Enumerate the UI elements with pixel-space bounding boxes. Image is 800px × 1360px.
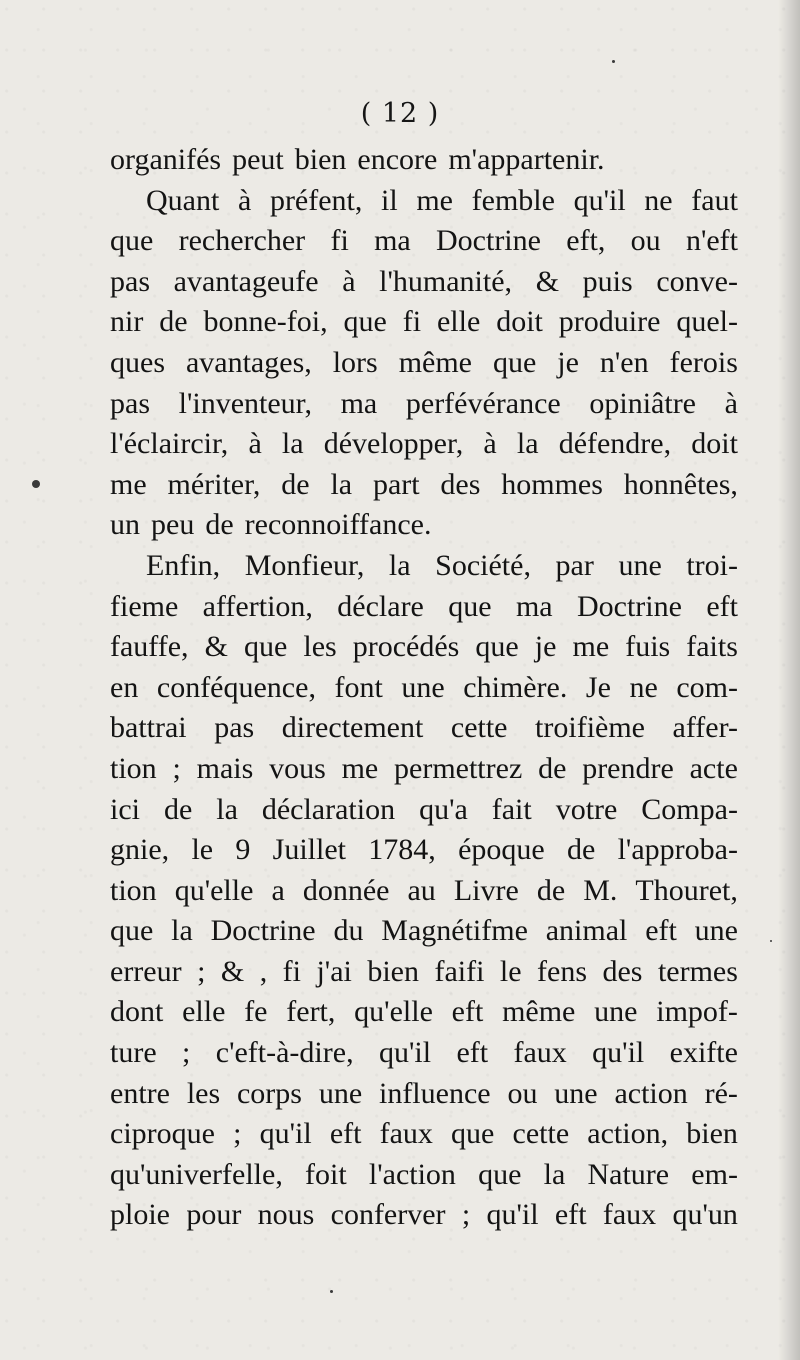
word: directement (281, 711, 424, 745)
word: de (163, 792, 193, 826)
word: conve- (656, 264, 738, 298)
text-line (110, 627, 738, 668)
word: fi (282, 954, 301, 988)
word: cette (450, 711, 508, 745)
word: en (110, 670, 139, 704)
word: que (244, 630, 288, 664)
word: reconnoiffance. (244, 508, 432, 542)
word: qu'univerfelle, (110, 1157, 283, 1191)
word: que (475, 630, 519, 664)
text-line (110, 1195, 738, 1236)
word: encore (357, 143, 438, 176)
word: chimère. (463, 670, 568, 704)
word: me (416, 183, 453, 217)
word: eft (451, 995, 484, 1029)
word: Magnétifme (381, 914, 528, 948)
word: déclaration (261, 792, 396, 826)
word: conféquence, (156, 670, 316, 704)
word: peu (151, 508, 195, 542)
word: les (186, 1076, 221, 1110)
word: & (204, 630, 228, 664)
word: rechercher (178, 224, 306, 258)
word: ferois (669, 345, 738, 379)
word: opiniâtre (589, 386, 697, 420)
word: battrai (110, 711, 187, 745)
word: eft (329, 1117, 362, 1151)
word: à (724, 386, 738, 420)
word: la (171, 914, 193, 948)
word: cette (512, 1117, 570, 1151)
word: qu'un (672, 1198, 738, 1232)
word: elle (182, 995, 226, 1029)
text-line (110, 1155, 738, 1196)
word: a (271, 873, 285, 907)
word: com- (676, 670, 738, 704)
word: ture (110, 1036, 157, 1070)
word: ou (507, 1076, 538, 1110)
word: ploie (110, 1198, 170, 1232)
word: m'appartenir. (448, 143, 605, 176)
word: la (281, 427, 304, 461)
word: Quant (146, 183, 220, 217)
word: nous (257, 1198, 315, 1232)
word: une (401, 670, 445, 704)
word: une (618, 548, 662, 582)
word: l'action (368, 1157, 456, 1191)
text-line (110, 871, 738, 912)
word: organifés (110, 143, 222, 176)
word: termes (657, 954, 738, 988)
word: nir (110, 305, 144, 339)
word: corps (236, 1076, 302, 1110)
word: une (554, 1076, 598, 1110)
body-text (110, 140, 738, 1236)
word: action, (587, 1117, 669, 1151)
text-line (110, 790, 738, 831)
word: eft (706, 589, 738, 623)
word: Nature (587, 1157, 670, 1191)
word: erreur (110, 954, 182, 988)
word: à (342, 264, 356, 298)
word: fieme (110, 589, 179, 623)
word: à (237, 183, 252, 217)
word: qu'il (486, 1198, 539, 1232)
word: faits (686, 630, 738, 664)
word: dont (110, 995, 164, 1029)
word: Enfin, (146, 548, 221, 582)
word: ; (461, 1198, 471, 1232)
word: elle (436, 305, 481, 339)
word: des (602, 954, 643, 988)
word: fuis (625, 630, 671, 664)
word: que (451, 1117, 495, 1151)
word: l'humanité, (379, 264, 513, 298)
word: doit (496, 305, 543, 339)
word: bien (294, 143, 347, 176)
word: les (303, 630, 337, 664)
word: que (448, 589, 492, 623)
word: 9 (235, 833, 251, 867)
word: quel- (676, 305, 738, 339)
word: impof- (656, 995, 738, 1029)
word: Juillet (272, 833, 346, 867)
word: de (536, 873, 566, 907)
word: de (281, 467, 310, 501)
word: du (333, 914, 364, 948)
text-line (110, 505, 738, 546)
word: que (343, 305, 387, 339)
word: permettrez (394, 751, 523, 785)
text-line (110, 830, 738, 871)
word: qu'il (573, 183, 626, 217)
word: entre (110, 1076, 170, 1110)
word: ne (644, 183, 673, 217)
word: faut (691, 183, 738, 217)
word: fauffe, (110, 630, 189, 664)
text-line (110, 749, 738, 790)
text-line (110, 221, 738, 262)
word: l'approba- (617, 833, 738, 867)
word: & (220, 954, 245, 988)
word: la (516, 427, 539, 461)
word: Livre (453, 873, 519, 907)
word: conferver (330, 1198, 446, 1232)
word: ou (630, 224, 661, 258)
word: c'eft-à-dire, (215, 1036, 354, 1070)
text-line (110, 992, 738, 1033)
text-line (110, 587, 738, 628)
word: fait (491, 792, 532, 826)
word: mériter, (167, 467, 261, 501)
word: eft (456, 1036, 489, 1070)
word: qu'il (259, 1117, 312, 1151)
word: par (555, 548, 594, 582)
word: il (381, 183, 398, 217)
text-line (110, 1033, 738, 1074)
text-line (110, 140, 738, 181)
word: fi (330, 224, 349, 258)
text-line (110, 465, 738, 506)
text-line (110, 424, 738, 465)
word: me (110, 467, 147, 501)
word: que (492, 345, 537, 379)
word: Monfieur, (244, 548, 365, 582)
word: procédés (352, 630, 460, 664)
word: donnée (302, 873, 390, 907)
word: déclare (337, 589, 424, 623)
word: Doctrine (436, 224, 541, 258)
word: , (259, 954, 268, 988)
text-line (110, 181, 738, 222)
text-line (110, 668, 738, 709)
word: peut (232, 143, 284, 176)
word: que (110, 914, 154, 948)
ink-speck (32, 480, 40, 488)
word: bien (367, 954, 419, 988)
word: part (372, 467, 420, 501)
word: j'ai (316, 954, 352, 988)
word: vous (269, 751, 326, 785)
word: n'eft (685, 224, 738, 258)
word: Doctrine (210, 914, 316, 948)
word: qu'il (378, 1036, 432, 1070)
text-line (110, 343, 738, 384)
word: époque (458, 833, 545, 867)
word: de (538, 751, 567, 785)
word: je (557, 345, 579, 379)
word: foit (305, 1157, 347, 1191)
word: l'inventeur, (178, 386, 312, 420)
word: me (341, 751, 379, 785)
word: un (110, 508, 140, 542)
text-line (110, 952, 738, 993)
word: ma (515, 589, 553, 623)
word: 1784, (368, 833, 436, 867)
word: faifi (434, 954, 485, 988)
word: gnie, (110, 833, 170, 867)
word: em- (691, 1157, 738, 1191)
word: Doctrine (576, 589, 682, 623)
word: pas (110, 386, 150, 420)
word: ma (374, 224, 411, 258)
word: ici (110, 792, 140, 826)
word: l'éclaircir, (110, 427, 229, 461)
page-number: ( 12 ) (360, 98, 440, 129)
word: affer- (672, 711, 738, 745)
text-line (110, 1074, 738, 1115)
word: honnêtes, (623, 467, 738, 501)
word: me (572, 630, 610, 664)
ink-speck (612, 60, 615, 63)
word: Thouret, (635, 873, 738, 907)
word: prendre (582, 751, 674, 785)
word: mais (196, 751, 254, 785)
word: ciproque (110, 1117, 215, 1151)
word: pas (110, 264, 150, 298)
word: troifième (535, 711, 645, 745)
text-line (110, 708, 738, 749)
word: je (534, 630, 557, 664)
word: puis (582, 264, 633, 298)
word: fi (402, 305, 422, 339)
text-line (110, 384, 738, 425)
word: Société, (435, 548, 531, 582)
word: même (502, 995, 576, 1029)
word: la (543, 1157, 566, 1191)
word: une (594, 995, 638, 1029)
word: ; (233, 1117, 242, 1151)
ink-speck (770, 940, 772, 942)
word: hommes (501, 467, 603, 501)
word: fe (244, 995, 268, 1029)
word: acte (689, 751, 738, 785)
word: votre (555, 792, 618, 826)
word: faux (602, 1198, 657, 1232)
word: fert, (286, 995, 336, 1029)
word: à (248, 427, 262, 461)
word: lors (332, 345, 378, 379)
word: ; (197, 954, 206, 988)
word: bonne-foi, (203, 305, 328, 339)
word: de (566, 833, 596, 867)
word: action (614, 1076, 688, 1110)
word: des (440, 467, 481, 501)
word: développer, (323, 427, 464, 461)
word: une (694, 914, 738, 948)
word: ; (172, 751, 181, 785)
word: avantages, (185, 345, 312, 379)
word: n'en (599, 345, 649, 379)
word: la (330, 467, 353, 501)
word: M. (583, 873, 618, 907)
word: qu'a (419, 792, 468, 826)
word: une (318, 1076, 363, 1110)
word: & (535, 264, 560, 298)
word: font (334, 670, 383, 704)
word: au (407, 873, 436, 907)
word: ques (110, 345, 165, 379)
word: la (388, 548, 411, 582)
word: eft (645, 914, 677, 948)
word: perfévérance (405, 386, 561, 420)
word: faux (513, 1036, 567, 1070)
word: qu'elle (174, 873, 254, 907)
word: bien (686, 1117, 738, 1151)
word: ne (629, 670, 658, 704)
word: pour (186, 1198, 242, 1232)
word: eft, (566, 224, 606, 258)
word: eft (554, 1198, 587, 1232)
word: avantageufe (173, 264, 319, 298)
word: ; (182, 1036, 191, 1070)
page-edge-shadow (778, 0, 800, 1360)
word: fens (537, 954, 587, 988)
word: même (398, 345, 472, 379)
word: tion (110, 873, 157, 907)
word: produire (558, 305, 661, 339)
text-line (110, 302, 738, 343)
word: préfent, (269, 183, 363, 217)
word: Je (585, 670, 611, 704)
word: la (216, 792, 238, 826)
text-line (110, 546, 738, 587)
text-line (110, 262, 738, 303)
word: qu'il (592, 1036, 645, 1070)
word: femble (471, 183, 555, 217)
ink-speck (330, 1290, 333, 1293)
word: à (483, 427, 497, 461)
word: affertion, (202, 589, 313, 623)
word: influence (378, 1076, 491, 1110)
word: Compa- (641, 792, 738, 826)
word: de (159, 305, 188, 339)
word: de (205, 508, 234, 542)
word: troi- (686, 548, 738, 582)
word: animal (545, 914, 628, 948)
word: que (478, 1157, 522, 1191)
word: doit (691, 427, 738, 461)
word: le (191, 833, 214, 867)
word: pas (214, 711, 255, 745)
text-line (110, 1114, 738, 1155)
word: ma (340, 386, 378, 420)
word: exifte (669, 1036, 738, 1070)
word: défendre, (558, 427, 672, 461)
word: le (499, 954, 522, 988)
word: ré- (704, 1076, 738, 1110)
word: qu'elle (354, 995, 433, 1029)
word: tion (110, 751, 157, 785)
text-line (110, 911, 738, 952)
word: faux (379, 1117, 433, 1151)
word: que (110, 224, 154, 258)
